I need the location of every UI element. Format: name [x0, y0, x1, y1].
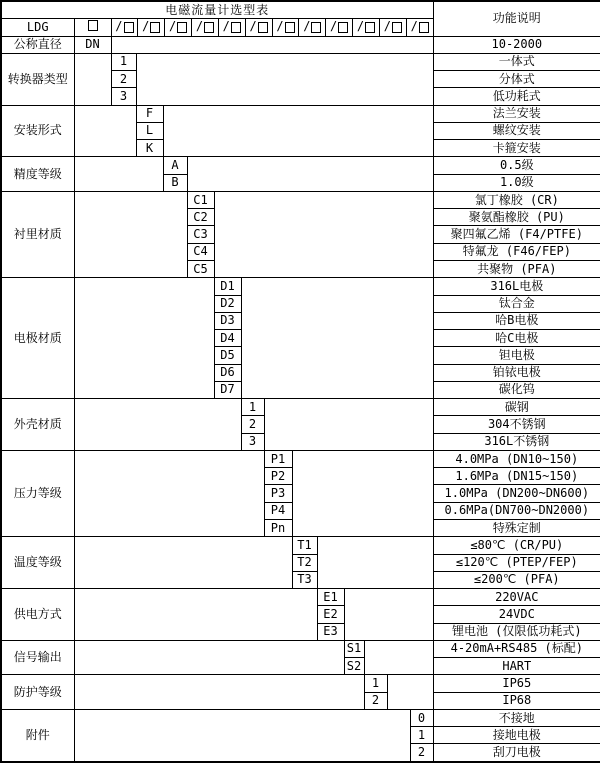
description-cell: 1.0MPa (DN200~DN600) [433, 485, 600, 502]
description-cell: 卡箍安装 [433, 140, 600, 157]
empty-area [241, 278, 433, 399]
empty-area [74, 105, 136, 157]
section-label: 安装形式 [1, 105, 74, 157]
code-cell: 3 [241, 433, 264, 450]
code-cell: F [136, 105, 163, 122]
model-slot [165, 19, 192, 35]
code-cell: 2 [410, 744, 433, 762]
model-first-slot [74, 19, 111, 36]
description-cell: 锂电池 (仅限低功耗式) [433, 623, 600, 640]
model-slot [380, 19, 407, 35]
slash-separator: / [195, 18, 204, 33]
section-label: 温度等级 [1, 537, 74, 589]
code-cell: 2 [364, 692, 387, 709]
section-label: 外壳材质 [1, 399, 74, 451]
placeholder-box-icon [311, 22, 321, 33]
description-cell: 聚四氟乙烯 (F4/PTFE) [433, 226, 600, 243]
empty-area [74, 278, 214, 399]
description-cell: 共聚物 (PFA) [433, 260, 600, 277]
placeholder-box-icon [338, 22, 348, 33]
description-cell: 钽电极 [433, 347, 600, 364]
empty-area [74, 191, 187, 277]
section-label: 精度等级 [1, 157, 74, 192]
code-cell: E2 [317, 606, 344, 623]
description-cell: 氯丁橡胶 (CR) [433, 191, 600, 208]
description-cell: 0.6MPa(DN700~DN2000) [433, 502, 600, 519]
model-prefix: LDG [1, 19, 74, 36]
code-cell: K [136, 140, 163, 157]
description-cell: 304不锈钢 [433, 416, 600, 433]
section-label: 供电方式 [1, 589, 74, 641]
description-cell: IP65 [433, 675, 600, 692]
empty-area [74, 53, 111, 105]
description-cell: ≤200℃ (PFA) [433, 571, 600, 588]
code-cell: DN [74, 36, 111, 53]
code-cell: D1 [214, 278, 241, 295]
slash-separator: / [330, 18, 338, 33]
model-slot [299, 19, 326, 35]
description-cell: 316L不锈钢 [433, 433, 600, 450]
code-cell: P2 [264, 468, 292, 485]
code-cell: D6 [214, 364, 241, 381]
model-slots-row [112, 19, 433, 35]
placeholder-box-icon [177, 22, 187, 33]
description-cell: 刮刀电极 [433, 744, 600, 762]
description-cell: 哈B电极 [433, 312, 600, 329]
placeholder-box-icon [419, 22, 429, 33]
model-slot [407, 19, 433, 35]
description-cell: 钛合金 [433, 295, 600, 312]
empty-area [364, 640, 433, 675]
model-slot [353, 19, 380, 35]
placeholder-box-icon [231, 22, 241, 33]
section-label: 电极材质 [1, 278, 74, 399]
code-cell: S1 [344, 640, 364, 657]
empty-area [136, 53, 433, 105]
section-label: 衬里材质 [1, 191, 74, 277]
description-cell: 特殊定制 [433, 519, 600, 536]
code-cell: C3 [187, 226, 214, 243]
code-cell: T2 [292, 554, 317, 571]
code-cell: E1 [317, 589, 344, 606]
model-slot [138, 19, 165, 35]
empty-area [74, 640, 344, 675]
placeholder-box-icon [285, 22, 295, 33]
placeholder-box-icon [124, 22, 134, 33]
slash-separator: / [142, 18, 150, 33]
code-cell: D5 [214, 347, 241, 364]
section-label: 防护等级 [1, 675, 74, 710]
description-cell: 特氟龙 (F46/FEP) [433, 243, 600, 260]
description-cell: 316L电极 [433, 278, 600, 295]
description-cell: 分体式 [433, 71, 600, 88]
empty-area [344, 589, 433, 641]
model-slot [112, 19, 139, 35]
model-slot [219, 19, 246, 35]
description-cell: IP68 [433, 692, 600, 709]
description-cell: HART [433, 658, 600, 675]
placeholder-box-icon [365, 22, 375, 33]
code-cell: 1 [364, 675, 387, 692]
empty-area [74, 450, 264, 536]
section-label: 附件 [1, 709, 74, 761]
code-cell: T1 [292, 537, 317, 554]
slash-separator: / [303, 18, 311, 33]
description-cell: 220VAC [433, 589, 600, 606]
description-cell: 接地电极 [433, 727, 600, 744]
slash-separator: / [249, 18, 257, 33]
description-cell: 螺纹安装 [433, 122, 600, 139]
model-slot [273, 19, 300, 35]
description-cell: 不接地 [433, 709, 600, 726]
description-cell: 1.6MPa (DN15~150) [433, 468, 600, 485]
placeholder-box-icon [204, 22, 214, 33]
description-cell: 0.5级 [433, 157, 600, 174]
empty-area [187, 157, 433, 192]
code-cell: T3 [292, 571, 317, 588]
code-cell: Pn [264, 519, 292, 536]
description-cell: 铂铱电极 [433, 364, 600, 381]
empty-area [264, 399, 433, 451]
description-cell: 1.0级 [433, 174, 600, 191]
table-title: 电磁流量计选型表 [1, 1, 433, 19]
placeholder-box-icon [392, 22, 402, 33]
code-cell: 1 [241, 399, 264, 416]
section-label: 信号输出 [1, 640, 74, 675]
description-cell: 24VDC [433, 606, 600, 623]
code-cell: 1 [410, 727, 433, 744]
model-slot [192, 19, 219, 35]
code-cell: L [136, 122, 163, 139]
code-cell: 1 [111, 53, 136, 70]
description-cell: 碳化钨 [433, 381, 600, 398]
code-cell: C4 [187, 243, 214, 260]
empty-area [163, 105, 433, 157]
slash-separator: / [410, 18, 418, 33]
description-cell: 低功耗式 [433, 88, 600, 105]
empty-area [74, 157, 163, 192]
slash-separator: / [115, 18, 123, 33]
description-cell: 4-20mA+RS485 (标配) [433, 640, 600, 657]
model-slot [246, 19, 273, 35]
model-slots [111, 19, 433, 36]
slash-separator: / [276, 18, 284, 33]
code-cell: D3 [214, 312, 241, 329]
slash-separator: / [356, 18, 365, 33]
code-cell: 0 [410, 709, 433, 726]
description-cell: 聚氨酯橡胶 (PU) [433, 209, 600, 226]
description-cell: 4.0MPa (DN10~150) [433, 450, 600, 467]
slash-separator: / [383, 18, 391, 33]
code-cell: E3 [317, 623, 344, 640]
slash-separator: / [222, 18, 230, 33]
placeholder-box-icon [150, 22, 160, 33]
code-cell: 2 [111, 71, 136, 88]
section-label: 公称直径 [1, 36, 74, 53]
model-slot [326, 19, 353, 35]
placeholder-box-icon [258, 22, 268, 33]
empty-area [74, 589, 317, 641]
code-cell: P3 [264, 485, 292, 502]
slash-separator: / [168, 18, 177, 33]
code-cell: 3 [111, 88, 136, 105]
description-cell: 法兰安装 [433, 105, 600, 122]
empty-area [292, 450, 433, 536]
code-cell: S2 [344, 658, 364, 675]
code-cell: D2 [214, 295, 241, 312]
empty-area [74, 537, 292, 589]
description-cell: ≤80℃ (CR/PU) [433, 537, 600, 554]
section-label: 转换器类型 [1, 53, 74, 105]
description-cell: 哈C电极 [433, 330, 600, 347]
description-cell: ≤120℃ (PTEP/FEP) [433, 554, 600, 571]
code-cell: 2 [241, 416, 264, 433]
code-cell: P4 [264, 502, 292, 519]
empty-area [74, 675, 364, 710]
empty-area [111, 36, 433, 53]
function-header: 功能说明 [433, 1, 600, 36]
code-cell: C2 [187, 209, 214, 226]
code-cell: P1 [264, 450, 292, 467]
empty-area [317, 537, 433, 589]
empty-area [74, 709, 410, 761]
section-label: 压力等级 [1, 450, 74, 536]
description-cell: 碳钢 [433, 399, 600, 416]
code-cell: C1 [187, 191, 214, 208]
empty-area [214, 191, 433, 277]
description-cell: 10-2000 [433, 36, 600, 53]
empty-area [74, 399, 241, 451]
code-cell: B [163, 174, 187, 191]
code-cell: D4 [214, 330, 241, 347]
empty-area [387, 675, 433, 710]
description-cell: 一体式 [433, 53, 600, 70]
placeholder-box-icon [88, 20, 98, 31]
code-cell: C5 [187, 260, 214, 277]
code-cell: A [163, 157, 187, 174]
code-cell: D7 [214, 381, 241, 398]
